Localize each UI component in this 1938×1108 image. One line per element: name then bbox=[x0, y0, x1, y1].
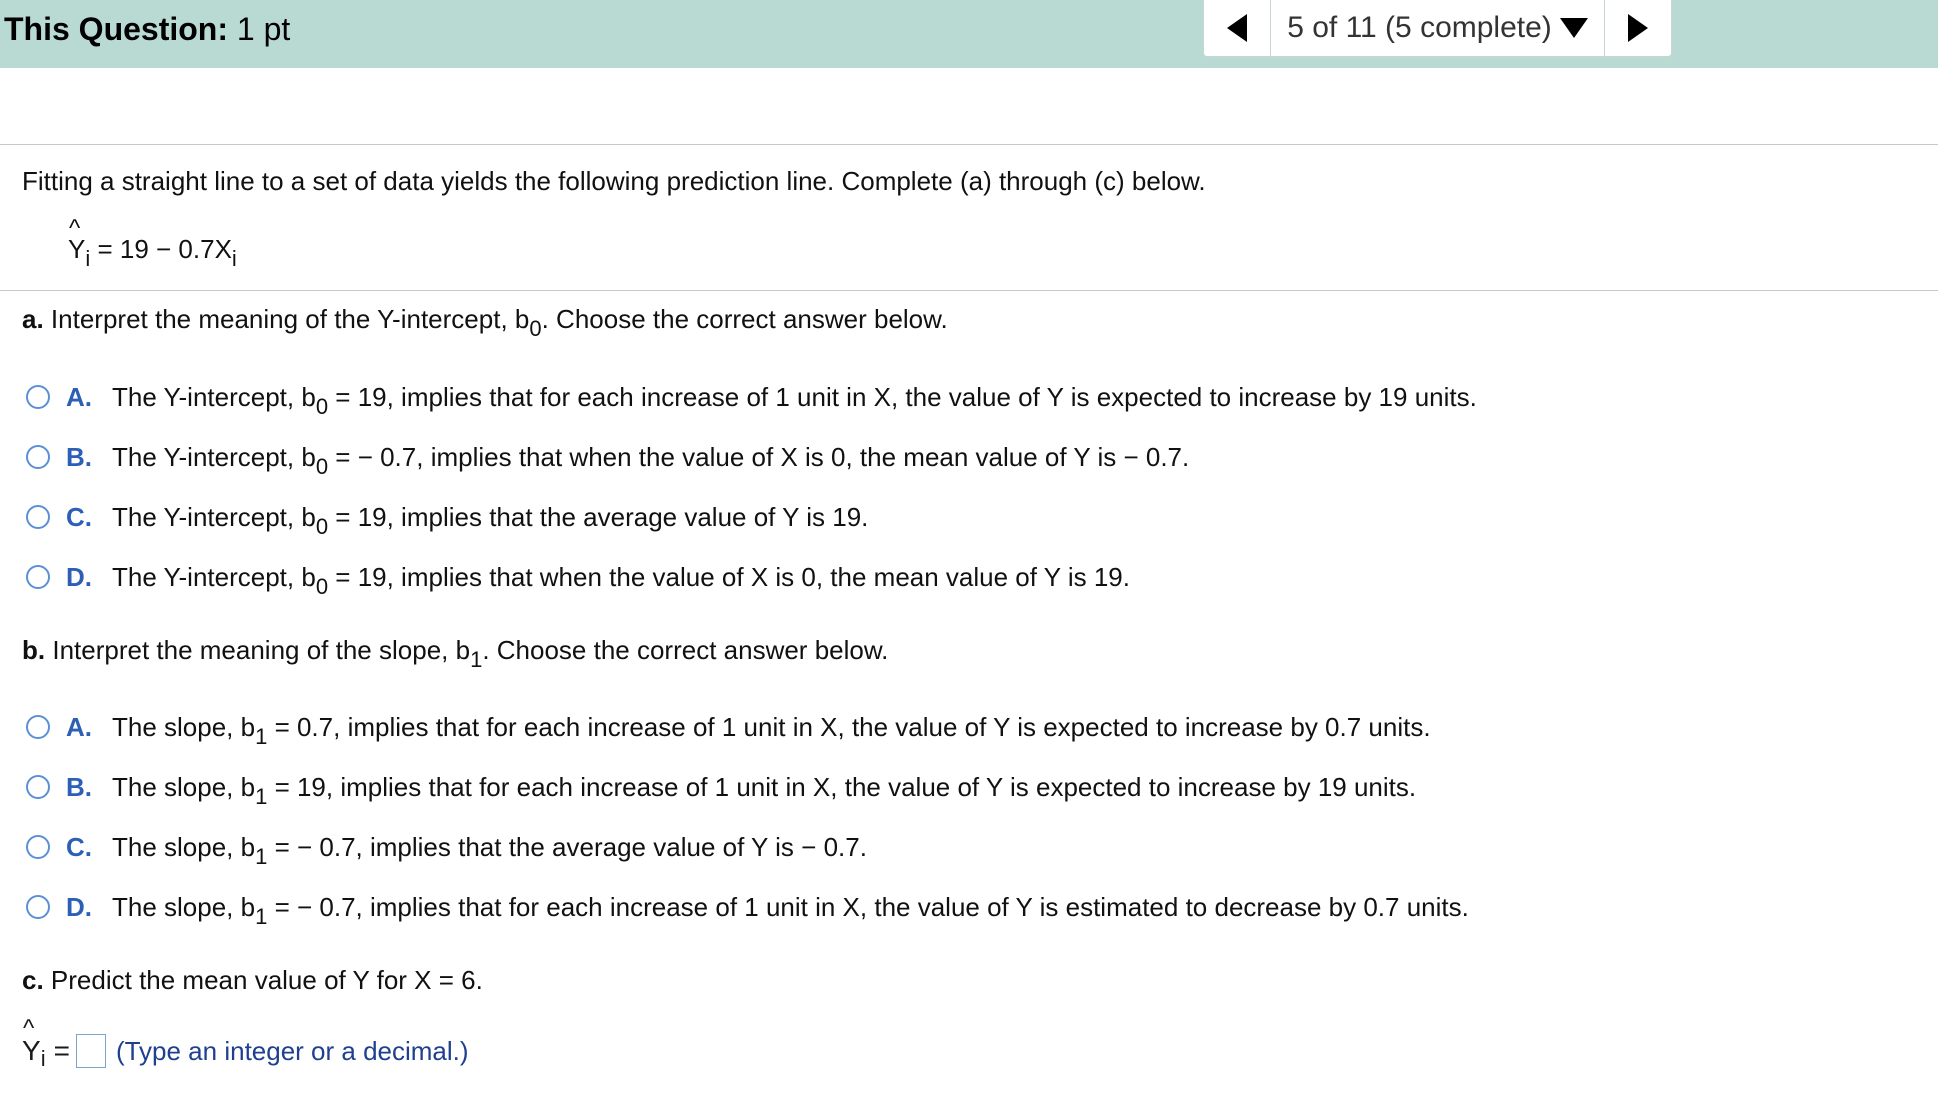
question-label: This Question: bbox=[4, 11, 228, 47]
question-list-dropdown[interactable] bbox=[1270, 0, 1605, 56]
equation-rhs: = 19 − 0.7X bbox=[97, 234, 232, 264]
answer-input[interactable] bbox=[76, 1034, 106, 1068]
part-b-option-b[interactable]: B. The slope, $b_1 = 19$, implies that for each increase of 1 unit in X, the value of Y is expected to increase by 19 units. bbox=[26, 767, 1416, 807]
prediction-equation bbox=[68, 215, 237, 271]
triangle-down-icon bbox=[1560, 18, 1588, 38]
problem-intro: Fitting a straight line to a set of data yields the following prediction line. Complete (a) through (c) below. bbox=[22, 166, 1206, 196]
part-b-option-a[interactable]: A. The slope, $b_1 = 0.7$, implies that for each increase of 1 unit in X, the value of Y is expected to increase by 0.7 units. bbox=[26, 707, 1431, 747]
part-a-label: a. bbox=[22, 304, 44, 334]
answer-hint: (Type an integer or a decimal.) bbox=[115, 1035, 469, 1066]
radio-button[interactable] bbox=[26, 895, 50, 919]
question-points-title bbox=[4, 8, 290, 50]
equals-sign: = bbox=[53, 1035, 70, 1066]
question-navigator bbox=[1203, 0, 1672, 57]
part-c-answer-row: ^ Y i = (Type an integer or a decimal.) bbox=[22, 1015, 469, 1071]
part-b-option-d[interactable]: D. The slope, $b_1$ = − 0.7, implies that for each increase of 1 unit in X, the value of Y is estimated to decrease by 0.7 units. bbox=[26, 887, 1469, 927]
part-a-option-c[interactable]: C. The Y-intercept, $b_0 = 19$, implies that the average value of Y is 19. bbox=[26, 497, 868, 537]
divider bbox=[0, 290, 1938, 291]
part-a-option-a[interactable]: A. The Y-intercept, $b_0 = 19$, implies that for each increase of 1 unit in X, the value of Y is expected to increase by 19 units. bbox=[26, 377, 1477, 417]
equation-rhs-subscript: i bbox=[231, 246, 237, 271]
part-b-label: b. bbox=[22, 635, 46, 665]
radio-button[interactable] bbox=[26, 505, 50, 529]
equation-subscript: i bbox=[85, 246, 91, 271]
part-a-option-d[interactable]: D. The Y-intercept, $b_0 = 19$, implies that when the value of X is 0, the mean value of Y is 19. bbox=[26, 557, 1130, 597]
question-progress-text: 5 of 11 (5 complete) bbox=[1287, 11, 1552, 44]
part-b-prompt: b. Interpret the meaning of the slope, $b_1$. Choose the correct answer below. bbox=[22, 635, 889, 672]
previous-question-button[interactable] bbox=[1204, 0, 1270, 56]
y-hat-symbol: ^ Y bbox=[68, 215, 86, 264]
y-hat-symbol: ^ Y bbox=[22, 1015, 41, 1066]
question-header-bar bbox=[0, 0, 1938, 68]
radio-button[interactable] bbox=[26, 565, 50, 589]
part-a-prompt: a. Interpret the meaning of the Y-intercept, $b_0$. Choose the correct answer below. bbox=[22, 304, 948, 341]
radio-button[interactable] bbox=[26, 775, 50, 799]
part-a-option-b[interactable]: B. The Y-intercept, $b_0$ = − 0.7, implies that when the value of X is 0, the mean value of Y is − 0.7. bbox=[26, 437, 1189, 477]
radio-button[interactable] bbox=[26, 715, 50, 739]
question-points: 1 pt bbox=[236, 11, 291, 47]
part-b-option-c[interactable]: C. The slope, $b_1$ = − 0.7, implies that the average value of Y is − 0.7. bbox=[26, 827, 867, 867]
next-question-button[interactable] bbox=[1605, 0, 1671, 56]
radio-button[interactable] bbox=[26, 385, 50, 409]
triangle-left-icon bbox=[1227, 14, 1247, 42]
triangle-right-icon bbox=[1628, 14, 1648, 42]
radio-button[interactable] bbox=[26, 835, 50, 859]
radio-button[interactable] bbox=[26, 445, 50, 469]
part-c-prompt: c. Predict the mean value of Y for X = 6. bbox=[22, 965, 483, 995]
part-c-label: c. bbox=[22, 965, 44, 995]
divider bbox=[0, 144, 1938, 145]
